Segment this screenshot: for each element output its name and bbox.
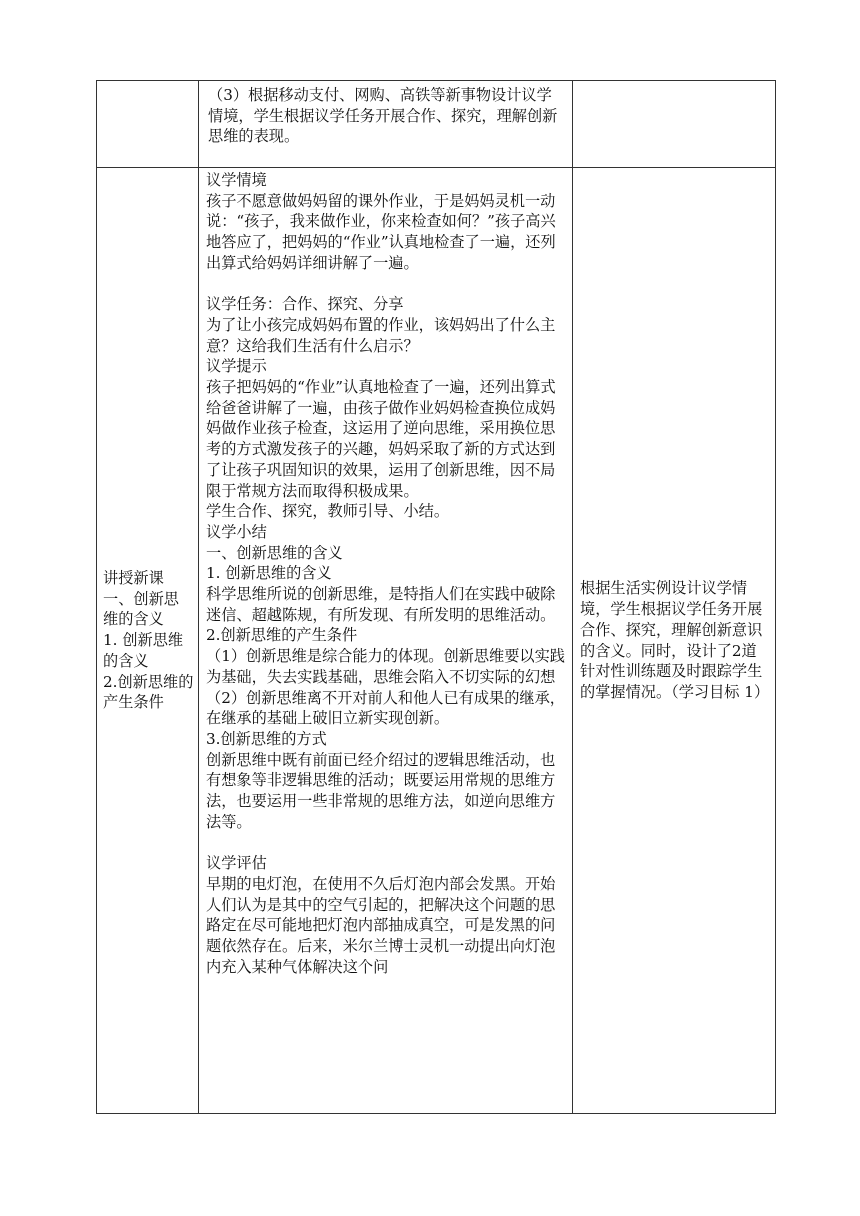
condition-2: （2）创新思维离不开对前人和他人已有成果的继承，在继承的基础上破旧立新实现创新。 — [206, 688, 565, 728]
row1-col3 — [573, 81, 776, 168]
eval-heading: 议学评估 — [206, 854, 267, 873]
row2-col2 — [199, 168, 573, 1114]
row1-col2-text: （3）根据移动支付、网购、高铁等新事物设计议学情境，学生根据议学任务开展合作、探究，理解创新思维的表现。 — [208, 86, 558, 146]
condition-1: （1）创新思维是综合能力的体现。创新思维要以实践为基础，失去实践基础，思维会陷入不切实际的幻想 — [206, 647, 565, 686]
summary-subheading: 1. 创新思维的含义 — [206, 564, 332, 583]
row2-col3 — [573, 168, 776, 1114]
row2-col1 — [97, 168, 199, 1114]
hint-text: 孩子把妈妈的“作业”认真地检查了一遍，还列出算式给爸爸讲解了一遍，由孩子做作业妈妈检查换位成妈妈做作业孩子检查，这运用了逆向思维，采用换位思考的方式激发孩子的兴趣，妈妈采取了新的方式达到了让孩子巩固知识的效果，运用了创新思维，因不局限于常规方法而取得积极成果。 — [206, 378, 556, 500]
row1-col2 — [199, 81, 573, 168]
hint-heading: 议学提示 — [206, 357, 267, 376]
summary-heading: 议学小结 — [206, 522, 267, 541]
summary-subheading: 3.创新思维的方式 — [206, 729, 327, 748]
situation-text: 孩子不愿意做妈妈留的课外作业，于是妈妈灵机一动说：“孩子，我来做作业，你来检查如何？”孩子高兴地答应了，把妈妈的“作业”认真地检查了一遍，还列出算式给妈妈详细讲解了一遍。 — [206, 191, 556, 272]
situation-heading: 议学情境 — [206, 171, 267, 189]
design-intent-text: 根据生活实例设计议学情境，学生根据议学任务开展合作、探究，理解创新意识的含义。同时，设计了2道针对性训练题及时跟踪学生的掌握情况。（学习目标 1） — [580, 579, 770, 701]
left-line: 讲授新课 — [103, 569, 164, 588]
activity-text: 学生合作、探究，教师引导、小结。 — [206, 502, 449, 521]
lesson-plan-table — [96, 80, 776, 1114]
task-heading: 议学任务：合作、探究、分享 — [206, 295, 404, 314]
left-line: 2.创新思维的产生条件 — [103, 672, 194, 712]
table-row — [97, 168, 776, 1114]
left-line: 一、创新思维的含义 — [103, 589, 179, 629]
summary-subheading: 一、创新思维的含义 — [206, 543, 343, 562]
eval-text: 早期的电灯泡，在使用不久后灯泡内部会发黑。开始人们认为是其中的空气引起的，把解决这个问题的思路定在尽可能地把灯泡内部抽成真空，可是发黑的问题依然存在。后来，米尔兰博士灵机一动提出向灯泡内充入某种气体解决这个问 — [206, 874, 556, 976]
table-row — [97, 81, 776, 168]
row1-col1 — [97, 81, 199, 168]
summary-subheading: 2.创新思维的产生条件 — [206, 626, 358, 645]
left-line: 1. 创新思维的含义 — [103, 631, 184, 670]
method-text: 创新思维中既有前面已经介绍过的逻辑思维活动，也有想象等非逻辑思维的活动；既要运用常规的思维方法，也要运用一些非常规的思维方法，如逆向思维方法等。 — [206, 750, 556, 831]
task-text: 为了让小孩完成妈妈布置的作业，该妈妈出了什么主意？这给我们生活有什么启示？ — [206, 315, 556, 355]
summary-definition: 科学思维所说的创新思维，是特指人们在实践中破除迷信、超越陈规，有所发现、有所发明的思维活动。 — [206, 585, 556, 624]
